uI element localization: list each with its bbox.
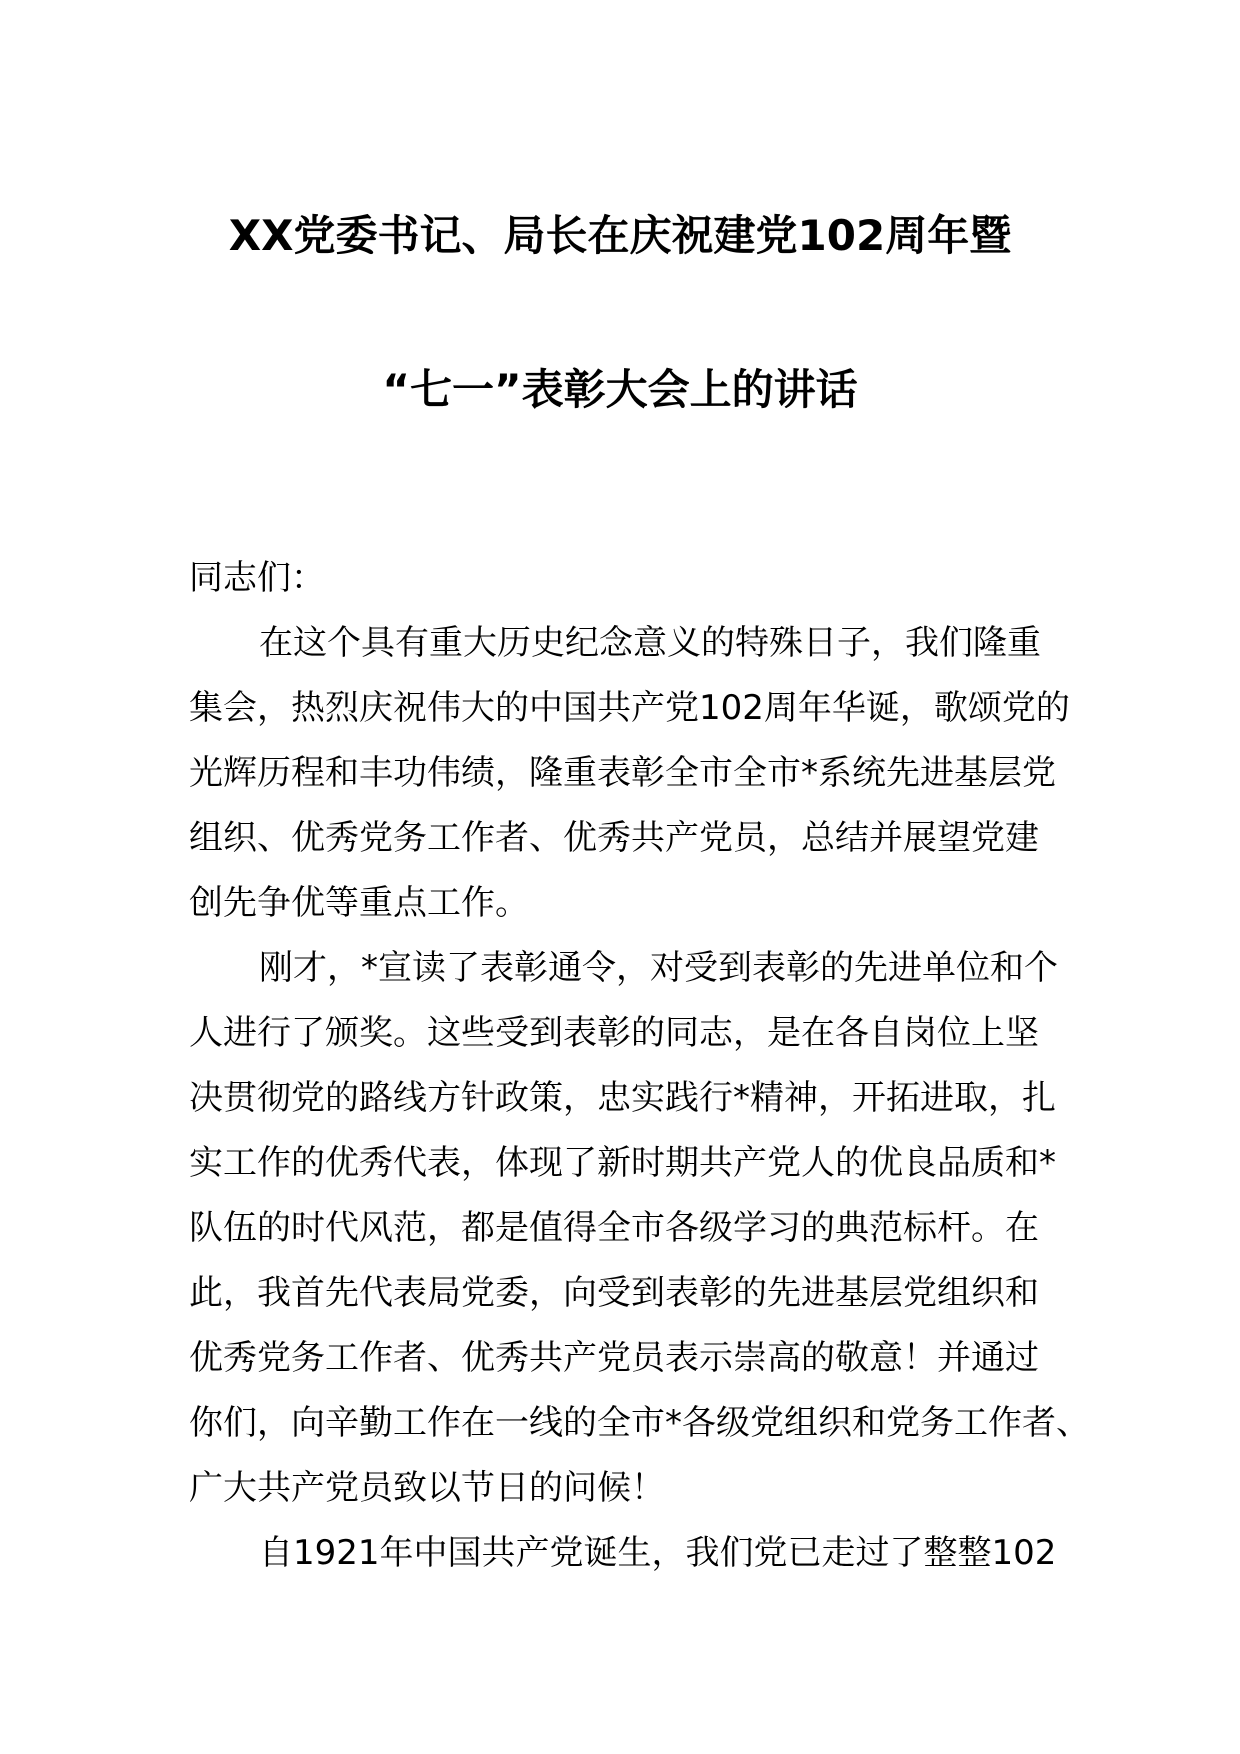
document-title-line-2: “七一”表彰大会上的讲话 (382, 365, 858, 414)
paragraph-line: 实工作的优秀代表，体现了新时期共产党人的优良品质和* (189, 1143, 1056, 1183)
paragraph-line: 此，我首先代表局党委，向受到表彰的先进基层党组织和 (189, 1273, 1039, 1313)
document-body (189, 546, 1090, 1586)
paragraph-line: 自1921年中国共产党诞生，我们党已走过了整整102 (259, 1533, 1057, 1573)
document-title-line-1: XX党委书记、局长在庆祝建党102周年暨 (228, 211, 1012, 260)
paragraph-2 (189, 936, 1090, 1521)
paragraph-line: 队伍的时代风范，都是值得全市各级学习的典范标杆。在 (189, 1208, 1039, 1248)
paragraph-line: 广大共产党员致以节日的问候！ (189, 1468, 665, 1508)
paragraph-line: 你们，向辛勤工作在一线的全市*各级党组织和党务工作者、 (189, 1403, 1090, 1443)
salutation: 同志们： (189, 558, 325, 598)
paragraph-line: 集会，热烈庆祝伟大的中国共产党102周年华诞，歌颂党的 (189, 688, 1070, 728)
paragraph-line: 在这个具有重大历史纪念意义的特殊日子，我们隆重 (259, 623, 1041, 663)
paragraph-line: 光辉历程和丰功伟绩，隆重表彰全市全市*系统先进基层党 (189, 753, 1056, 793)
paragraph-line: 组织、优秀党务工作者、优秀共产党员，总结并展望党建 (189, 818, 1039, 858)
paragraph-line: 优秀党务工作者、优秀共产党员表示崇高的敬意！并通过 (189, 1338, 1039, 1378)
paragraph-line: 刚才，*宣读了表彰通令，对受到表彰的先进单位和个 (259, 948, 1058, 988)
paragraph-3 (189, 1521, 1059, 1586)
paragraph-line: 创先争优等重点工作。 (189, 883, 529, 923)
paragraph-line: 决贯彻党的路线方针政策，忠实践行*精神，开拓进取，扎 (189, 1078, 1056, 1118)
paragraph-1 (189, 611, 1070, 936)
paragraph-line: 人进行了颁奖。这些受到表彰的同志，是在各自岗位上坚 (189, 1013, 1039, 1053)
